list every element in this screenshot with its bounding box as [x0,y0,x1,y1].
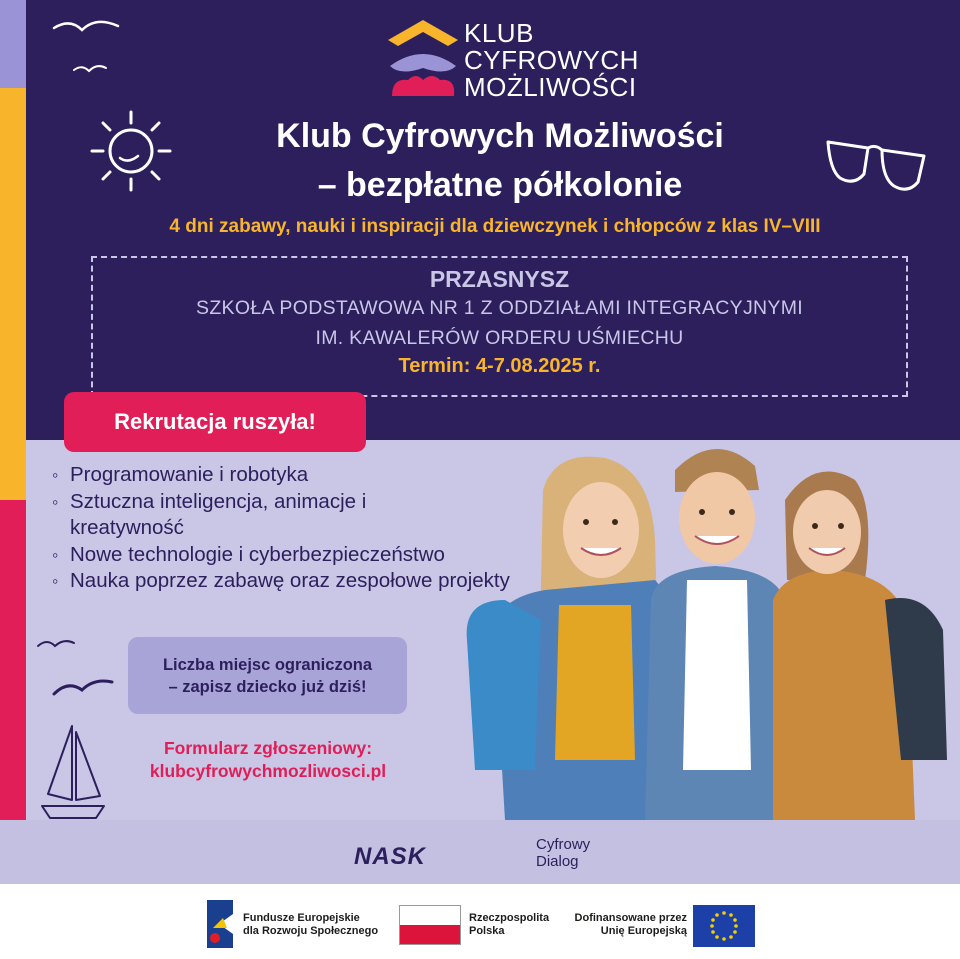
venue-school: SZKOŁA PODSTAWOWA NR 1 Z ODDZIAŁAMI INTEGRACYJNYMI [196,297,803,319]
cyfrowy-line-2: Dialog [536,853,579,870]
eu-line-1: Dofinansowane przez [574,912,687,924]
fe-line-2: dla Rozwoju Społecznego [243,925,379,937]
form-label: Formularz zgłoszeniowy: [163,738,373,758]
form-info [90,737,446,783]
list-item-label: Nauka poprzez zabawę oraz zespołowe projekty [70,569,510,592]
page-title: Klub Cyfrowych Możliwości [276,117,724,155]
club-logo [386,14,676,104]
bird-icon [52,16,120,44]
pl-label [469,912,549,938]
fe-logo-icon [205,898,235,950]
logo-line-3: MOŻLIWOŚCI [464,72,637,102]
bird-icon [72,62,108,78]
list-item [52,489,422,542]
pl-line-2: Polska [469,925,505,937]
venue-date: Termin: 4-7.08.2025 r. [398,355,601,377]
page-title-2: – bezpłatne półkolonie [317,166,683,204]
subtitle: 4 dni zabawy, nauki i inspiracji dla dziewczynek i chłopców z klas IV–VIII [169,216,821,237]
list-item [52,568,522,595]
side-stripe-yellow [0,88,26,500]
logo-arches-icon [386,14,460,104]
form-link[interactable]: klubcyfrowychmozliwosci.pl [149,761,387,781]
recruitment-badge: Rekrutacja ruszyła! [64,392,366,452]
logo-line-2: CYFROWYCH [464,45,639,75]
list-item-label: Sztuczna inteligencja, animacje i kreatywność [70,489,367,539]
list-item-label: Programowanie i robotyka [70,463,309,486]
fe-label [243,912,378,938]
nask-logo: NASK [354,843,427,870]
limited-line-1: Liczba miejsc ograniczona [162,656,373,674]
fe-line-1: Fundusze Europejskie [243,912,360,924]
pl-line-1: Rzeczpospolita [469,912,550,924]
side-stripe-pink [0,500,26,820]
poland-flag-icon [399,905,461,945]
logo-line-1: KLUB [464,18,534,48]
bird-icon [36,636,76,654]
venue-school-2: IM. KAWALERÓW ORDERU UŚMIECHU [315,327,684,349]
eu-line-2: Unię Europejską [600,925,687,937]
eu-flag-icon [693,905,755,947]
venue-box [91,256,908,397]
list-item-label: Nowe technologie i cyberbezpieczeństwo [70,542,445,566]
eu-label [572,912,687,938]
limited-places-box [128,637,407,714]
partners-band [0,820,960,884]
cyfrowy-line-1: Cyfrowy [536,836,591,853]
venue-city: PRZASNYSZ [429,266,570,292]
cyfrowy-dialog-logo [536,836,590,870]
side-stripe-lavender [0,0,26,88]
limited-line-2: – zapisz dziecko już dziś! [168,678,367,696]
kids-photo [455,430,960,820]
bird-icon [52,676,114,700]
